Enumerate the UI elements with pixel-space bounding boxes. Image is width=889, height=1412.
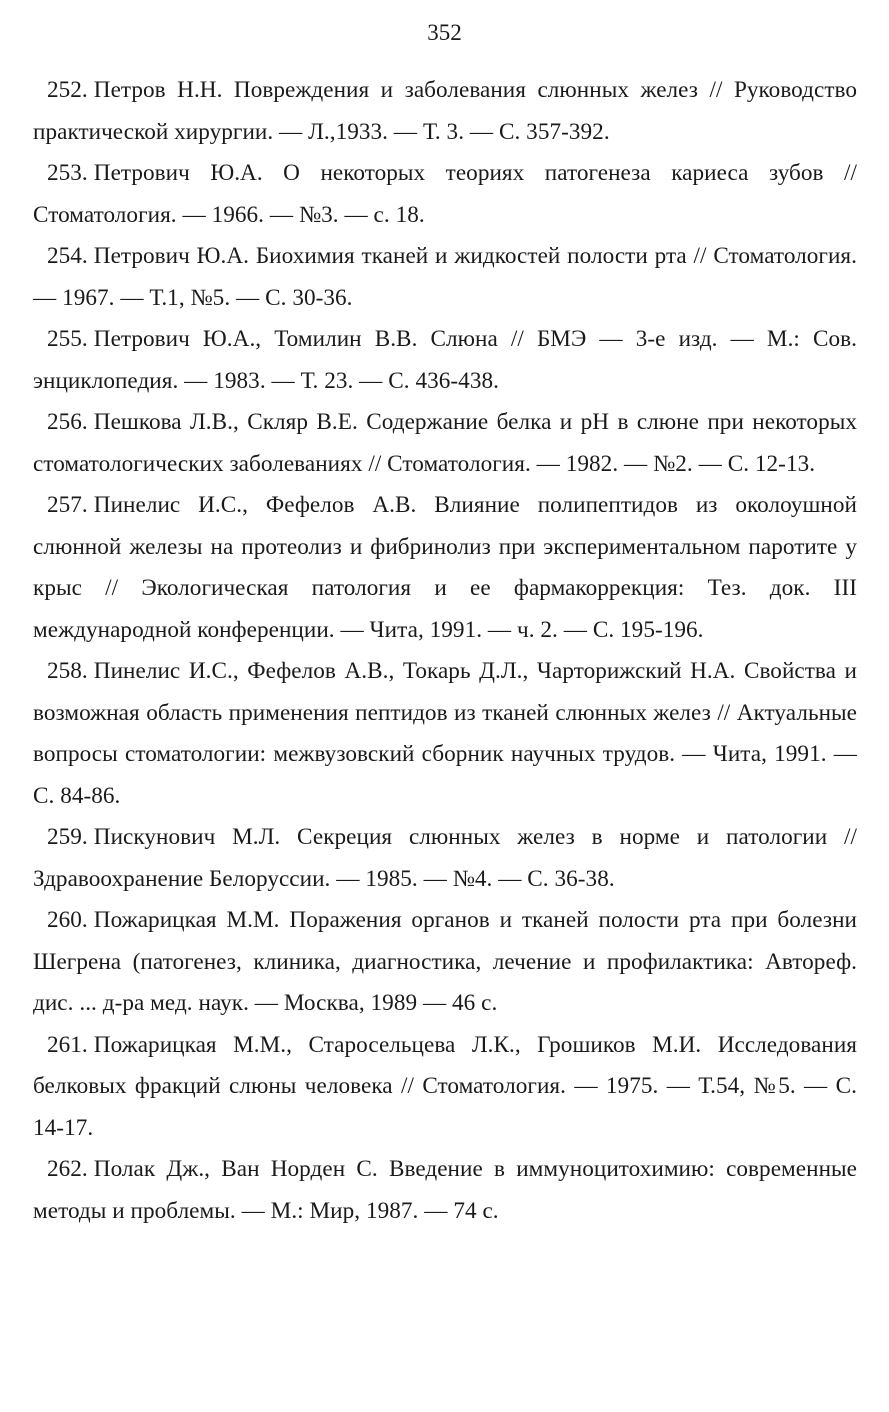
reference-number: 255. [47,326,88,352]
reference-list [33,70,857,1232]
reference-item [33,900,857,1025]
reference-number: 253. [47,160,88,186]
reference-item [33,651,857,817]
reference-text: Петрович Ю.А. Биохимия тканей и жидкостей полости рта // Стоматология. — 1967. — Т.1, №5. — С. 30-36. [33,243,857,311]
reference-number: 256. [47,409,88,435]
reference-text: Пожарицкая М.М., Старосельцева Л.К., Грошиков М.И. Исследования белковых фракций слюны человека // Стоматология. — 1975. — Т.54, №5. — С. 14-17. [33,1031,857,1141]
reference-number: 258. [47,658,88,684]
reference-item [33,817,857,900]
reference-number: 262. [47,1156,88,1182]
reference-item [33,402,857,485]
reference-number: 254. [47,243,88,269]
reference-item [33,153,857,236]
reference-text: Пожарицкая М.М. Поражения органов и тканей полости рта при болезни Шегрена (патогенез, клиника, диагностика, лечение и профилактика: Автореф. дис. ... д-ра мед. наук. — Москва, 1989 — 46 с. [33,907,857,1016]
reference-text: Пинелис И.С., Фефелов А.В., Токарь Д.Л., Чарторижский Н.А. Свойства и возможная область применения пептидов из тканей слюнных желез // Актуальные вопросы стоматологии: межвузовский сборник научных трудов. — Чита, 1991. — С. 84-86. [33,658,857,809]
page-number: 352 [427,20,462,45]
reference-item [33,485,857,651]
reference-number: 252. [47,77,88,103]
reference-number: 260. [47,907,88,933]
reference-item [33,1025,857,1150]
reference-text: Полак Дж., Ван Норден С. Введение в иммуноцитохимию: современные методы и проблемы. — М.: Мир, 1987. — 74 с. [33,1156,857,1224]
reference-number: 261. [47,1031,88,1058]
reference-text: Петрович Ю.А., Томилин В.В. Слюна // БМЭ — 3-е изд. — М.: Сов. энциклопедия. — 1983. — Т. 23. — С. 436-438. [33,326,857,394]
reference-text: Петров Н.Н. Повреждения и заболевания слюнных желез // Руководство практической хирургии. — Л.,1933. — Т. 3. — С. 357-392. [33,77,857,145]
reference-text: Пешкова Л.В., Скляр В.Е. Содержание белка и рН в слюне при некоторых стоматологических заболеваниях // Стоматология. — 1982. — №2. — С. 12-13. [33,409,857,477]
reference-number: 259. [47,824,88,850]
reference-number: 257. [47,492,88,518]
reference-item [33,70,857,153]
reference-text: Пискунович М.Л. Секреция слюнных желез в норме и патологии // Здравоохранение Белоруссии. — 1985. — №4. — С. 36-38. [33,824,857,892]
reference-item [33,236,857,319]
reference-text: Пинелис И.С., Фефелов А.В. Влияние полипептидов из околоушной слюнной железы на протеолиз и фибринолиз при экспериментальном паротите у крыс // Экологическая патология и ее фармакоррекция: Тез. док. III международной конференции. — Чита, 1991. — ч. 2. — С. 195-196. [33,492,857,643]
reference-text: Петрович Ю.А. О некоторых теориях патогенеза кариеса зубов // Стоматология. — 1966. — №3. — с. 18. [33,160,857,228]
reference-item [33,1149,857,1232]
reference-item [33,319,857,402]
